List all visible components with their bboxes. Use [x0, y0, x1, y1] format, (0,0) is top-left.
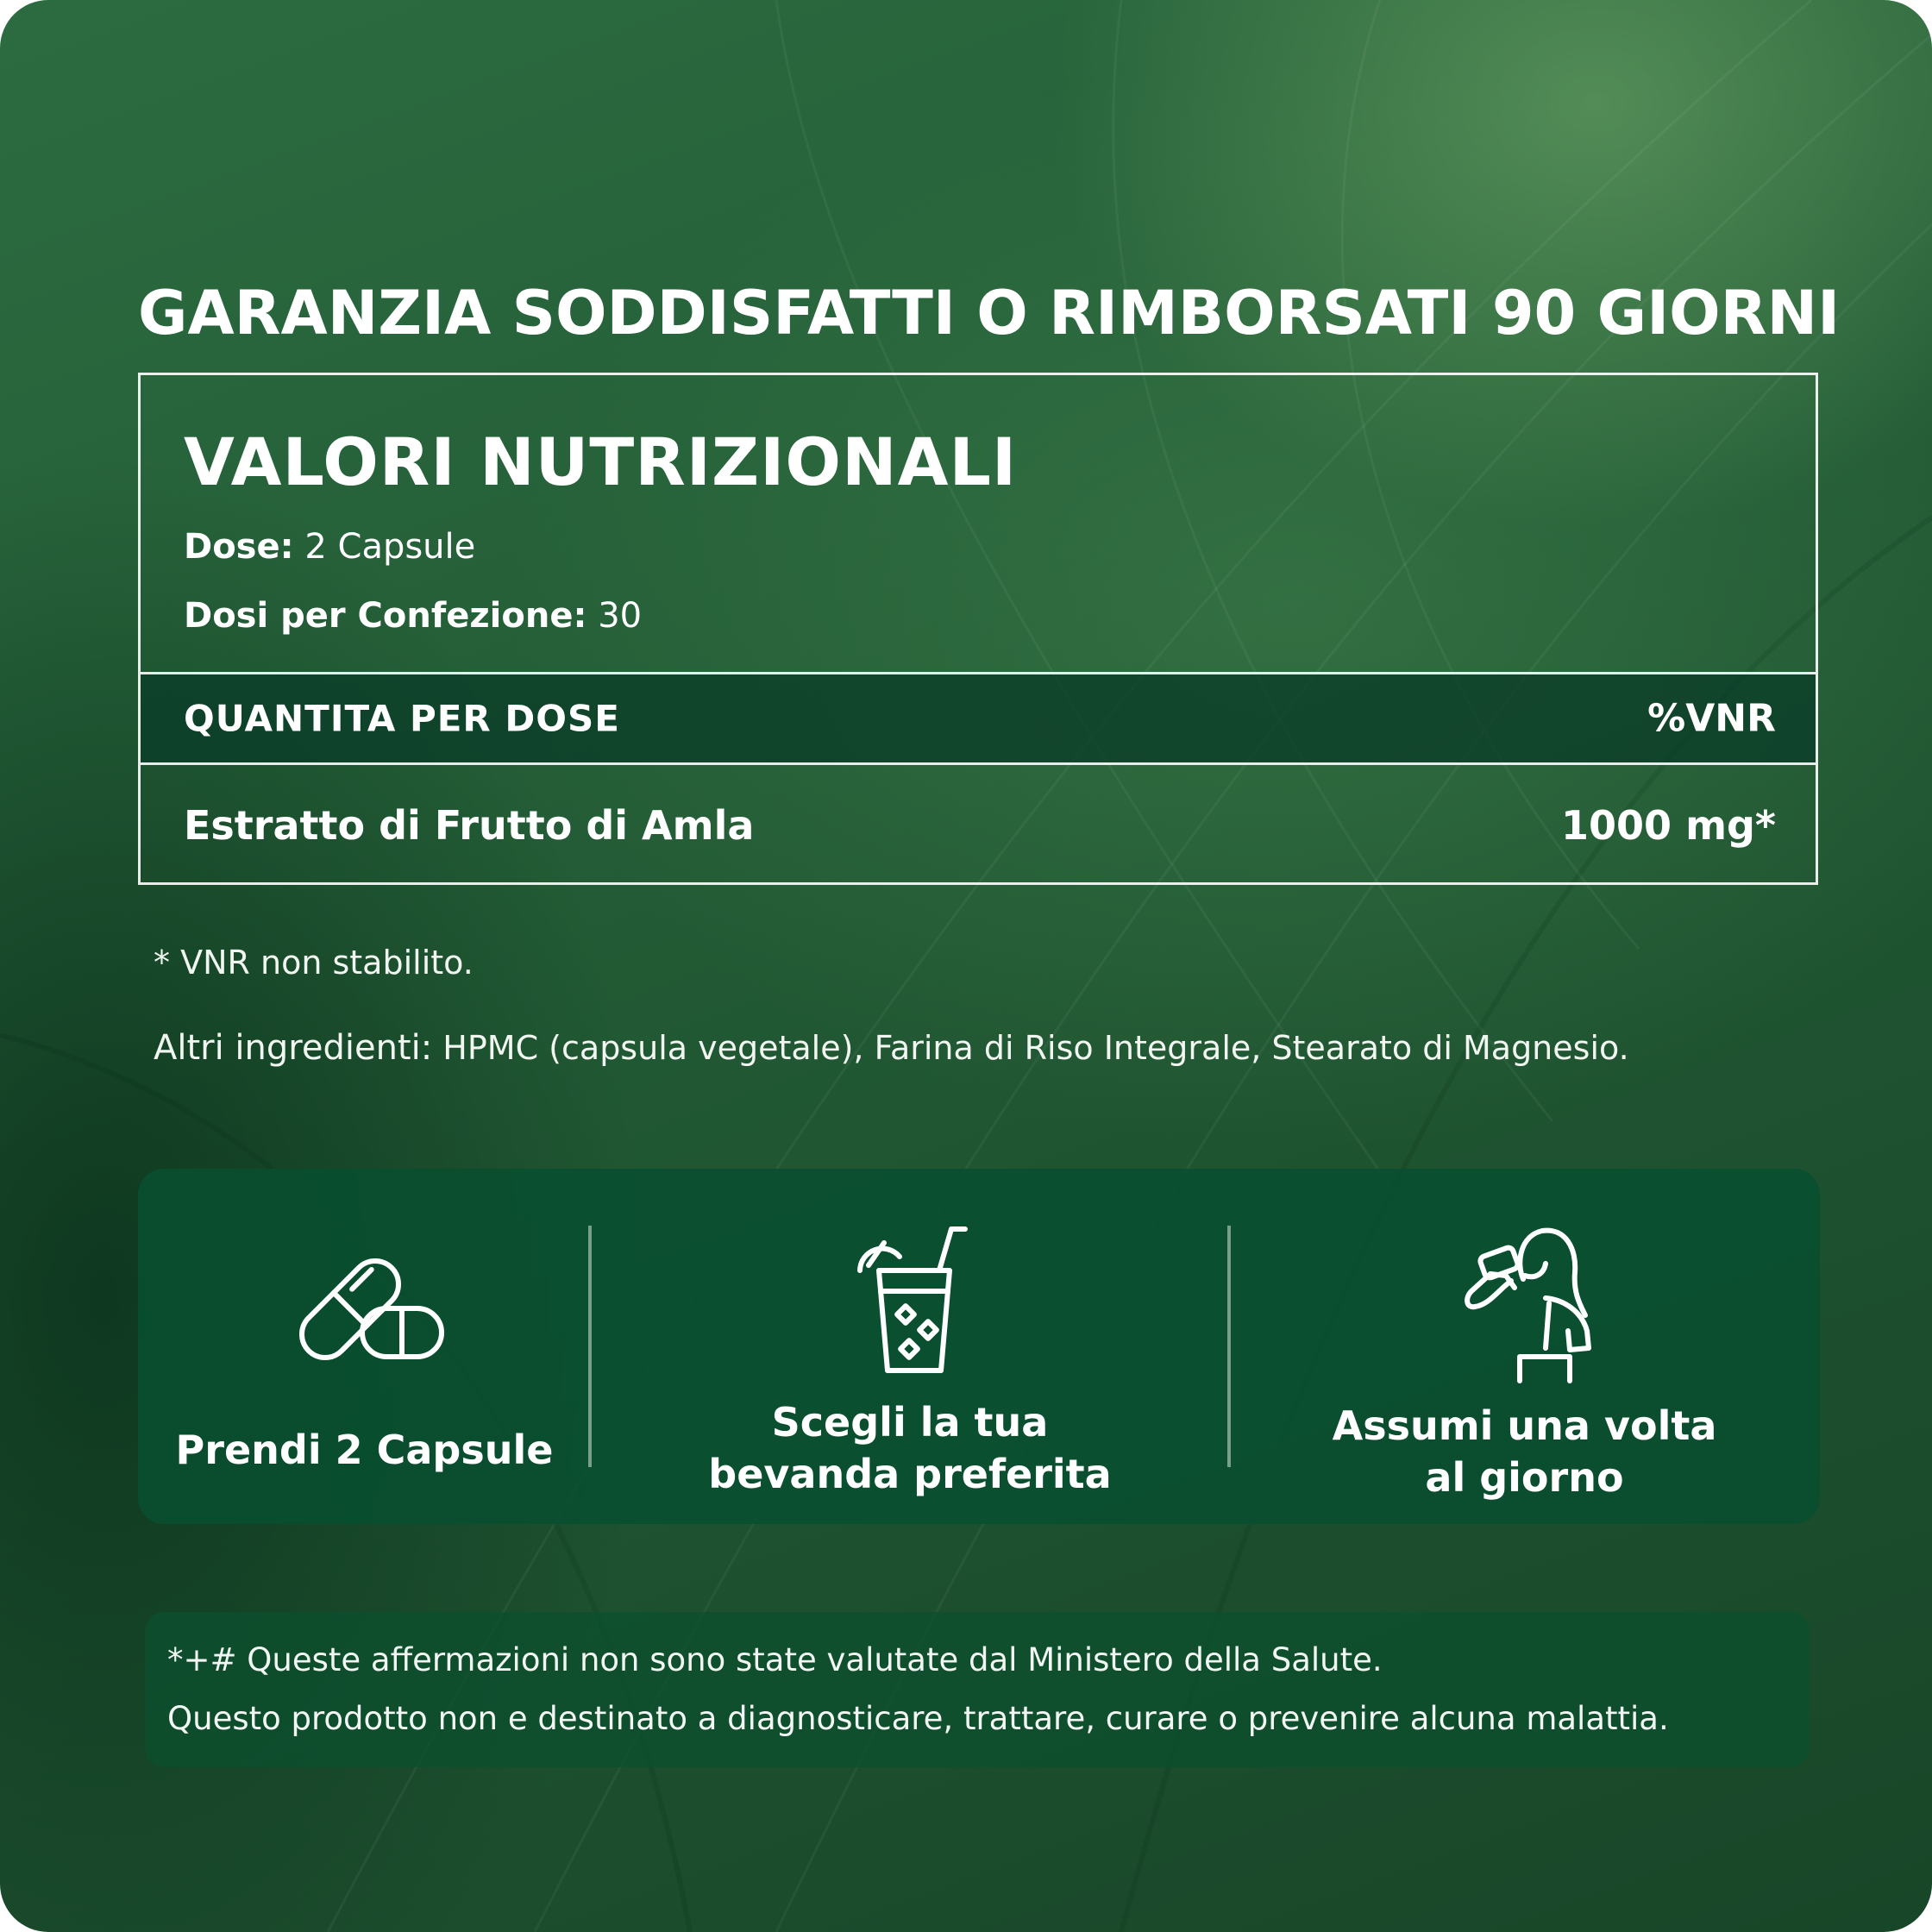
step-label-line2: al giorno: [1425, 1454, 1624, 1501]
header-vnr: %VNR: [1647, 696, 1776, 741]
ingredient-name: Estratto di Frutto di Amla: [184, 801, 755, 849]
person-drinking-icon: [1456, 1219, 1594, 1388]
nutrition-table: [138, 373, 1818, 885]
step-take-capsules: [138, 1169, 591, 1524]
disclaimer-box: [145, 1612, 1810, 1767]
step-once-daily: [1229, 1169, 1820, 1524]
servings-label: Dosi per Confezione:: [184, 596, 587, 636]
table-header-row: [141, 672, 1816, 765]
ingredients-value: HPMC (capsula vegetale), Farina di Riso Integrale, Stearato di Magnesio.: [442, 1029, 1629, 1067]
servings-value: 30: [598, 596, 643, 636]
header-quantity: QUANTITA PER DOSE: [184, 697, 620, 740]
other-ingredients: [154, 1028, 1629, 1068]
nutrition-title: VALORI NUTRIZIONALI: [184, 423, 1018, 500]
step-label: Prendi 2 Capsule: [175, 1427, 554, 1473]
table-row: [141, 765, 1816, 885]
servings-line: [184, 596, 642, 636]
ingredients-label: Altri ingredienti:: [154, 1028, 433, 1068]
dose-line: [184, 527, 475, 567]
disclaimer-line-1: *+# Queste affermazioni non sono state valutate dal Ministero della Salute.: [167, 1641, 1383, 1678]
dose-label: Dose:: [184, 527, 294, 567]
vnr-footnote: * VNR non stabilito.: [154, 944, 474, 982]
usage-steps-panel: [138, 1169, 1820, 1524]
step-choose-drink: [591, 1169, 1229, 1524]
guarantee-heading: GARANZIA SODDISFATTI O RIMBORSATI 90 GIORNI: [138, 278, 1841, 348]
disclaimer-line-2: Questo prodotto non e destinato a diagnosticare, trattare, curare o prevenire alcuna malattia.: [167, 1700, 1669, 1737]
drink-glass-icon: [850, 1222, 970, 1377]
capsules-icon: [283, 1245, 447, 1374]
dose-value: 2 Capsule: [304, 527, 476, 567]
step-label-line1: Scegli la tua: [771, 1399, 1049, 1446]
ingredient-amount: 1000 mg*: [1561, 801, 1776, 849]
step-label-line1: Assumi una volta: [1332, 1402, 1717, 1449]
step-label-line2: bevanda preferita: [708, 1451, 1112, 1497]
